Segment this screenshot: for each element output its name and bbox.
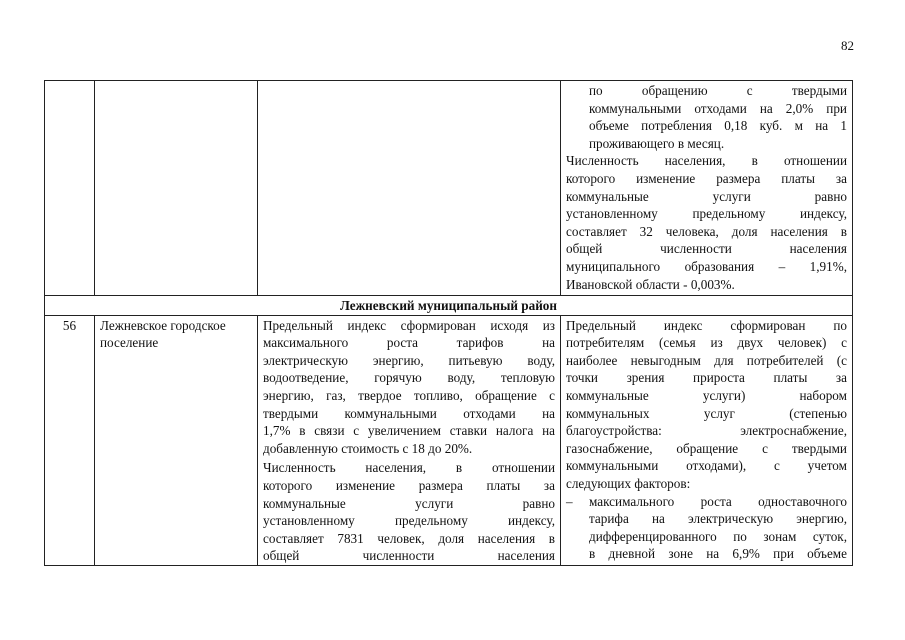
row-number-cell: 56 <box>45 315 95 565</box>
text-line: максимального роста одноставочного <box>589 493 847 509</box>
text-line: Предельный индекс сформирован исходя из <box>263 317 555 333</box>
settlement-cell <box>95 81 258 296</box>
text-line: дифференцированного по зонам суток, <box>589 528 847 544</box>
text-line: потребителям (семья из двух человек) с <box>566 335 847 351</box>
text-line: тарифа на электрическую энергию, <box>589 511 847 527</box>
section-title: Лежневский муниципальный район <box>45 296 853 316</box>
text-line: коммунальные услуги равно <box>566 188 847 204</box>
tariff-index-table <box>44 80 853 566</box>
index-basis-cell <box>258 81 561 296</box>
text-line: коммунальные услуги) набором <box>566 387 847 403</box>
row-number-cell <box>45 81 95 296</box>
section-header-row <box>45 296 853 316</box>
dash-bullet: – <box>566 493 573 509</box>
text-line: добавленную стоимость с 18 до 20%. <box>263 440 473 456</box>
text-line: Численность населения, в отношении <box>263 460 555 476</box>
text-line: которого изменение размера платы за <box>263 477 555 493</box>
population-paragraph <box>566 152 847 293</box>
text-line: коммунальными отходами), с учетом <box>566 458 847 474</box>
text-line: коммунальные услуги равно <box>263 495 555 511</box>
continued-bullet-text <box>566 82 847 152</box>
consumer-details-cell <box>561 315 853 565</box>
text-line: водоотведение, горячую воду, тепловую <box>263 370 555 386</box>
text-line: общей численности населения <box>566 241 847 257</box>
text-line: энергию, газ, твердое топливо, обращение с <box>263 387 555 403</box>
text-line: коммунальных услуг (степенью <box>566 405 847 421</box>
table-row-56 <box>45 315 853 565</box>
text-line: Ивановской области - 0,003%. <box>566 276 735 292</box>
text-line: твердыми коммунальными отходами на <box>263 405 555 421</box>
text-line: по обращению с твердыми <box>589 83 847 98</box>
text-line: электрическую энергию, питьевую воду, <box>263 352 555 368</box>
text-line: муниципального образования – 1,91%, <box>566 258 847 274</box>
index-basis-paragraph <box>263 317 555 458</box>
text-line: в дневной зоне на 6,9% при объеме <box>589 546 847 562</box>
consumer-paragraph <box>566 317 847 493</box>
text-line: Предельный индекс сформирован по <box>566 317 847 333</box>
text-line: установленному предельному индексу, <box>566 206 847 222</box>
text-line: максимального роста тарифов на <box>263 335 555 351</box>
text-line: общей численности населения <box>263 548 555 564</box>
table-row-continuation <box>45 81 853 296</box>
settlement-cell: Лежневское городское поселение <box>95 315 258 565</box>
text-line: благоустройства: электроснабжение, <box>566 423 847 439</box>
text-line: установленному предельному индексу, <box>263 513 555 529</box>
text-line: наиболее невыгодным для потребителей (с <box>566 352 847 368</box>
text-line: точки зрения прироста платы за <box>566 370 847 386</box>
text-line: коммунальными отходами на 2,0% при <box>589 100 847 116</box>
consumer-details-cell <box>561 81 853 296</box>
text-line: проживающего в месяц. <box>589 135 725 151</box>
text-line: составляет 7831 человек, доля населения в <box>263 530 555 546</box>
text-line: следующих факторов: <box>566 475 691 491</box>
text-line: которого изменение размера платы за <box>566 170 847 186</box>
population-paragraph <box>263 459 555 565</box>
factor-list-item <box>566 493 847 563</box>
index-basis-cell <box>258 315 561 565</box>
page-number: 82 <box>841 38 854 53</box>
text-line: составляет 32 человека, доля населения в <box>566 223 847 239</box>
text-line: Численность населения, в отношении <box>566 153 847 169</box>
text-line: объеме потребления 0,18 куб. м на 1 <box>589 118 847 134</box>
text-line: газоснабжение, обращение с твердыми <box>566 440 847 456</box>
text-line: 1,7% в связи с увеличением ставки налога на <box>263 423 555 439</box>
